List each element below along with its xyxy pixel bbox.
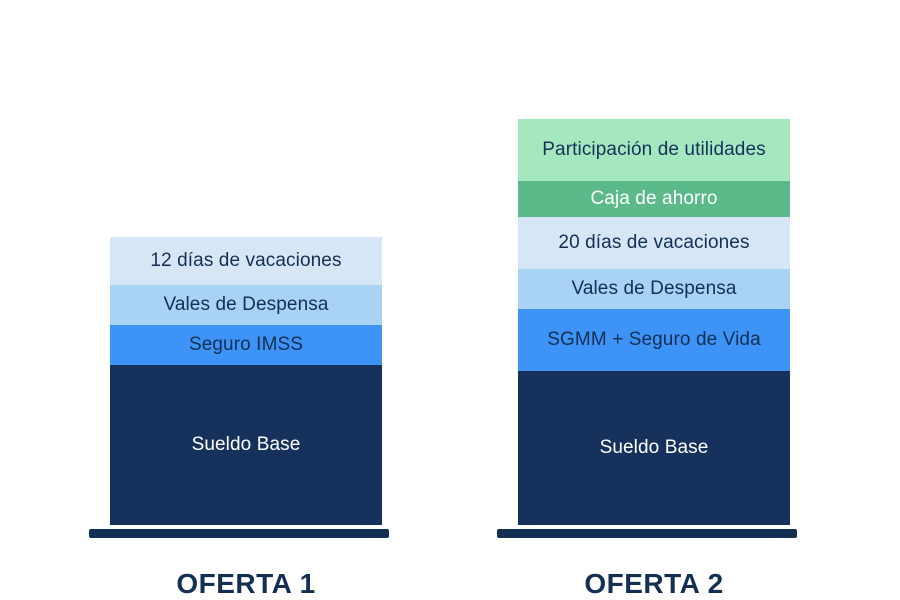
bar-stack-2 <box>518 119 790 525</box>
stacked-bar-oferta-2 <box>518 119 790 600</box>
bar-segment: Sueldo Base <box>110 365 382 525</box>
bar-caption: OFERTA 1 <box>176 568 316 599</box>
bar-segment: SGMM + Seguro de Vida <box>518 309 790 371</box>
bar-segment: Vales de Despensa <box>518 269 790 309</box>
bar-segment: 12 días de vacaciones <box>110 237 382 285</box>
bar-stack-1 <box>110 237 382 525</box>
bar-segment: Caja de ahorro <box>518 181 790 217</box>
bar-segment: Vales de Despensa <box>110 285 382 325</box>
bar-baseline <box>497 529 797 538</box>
bar-segment: Sueldo Base <box>518 371 790 525</box>
bar-baseline <box>89 529 389 538</box>
stacked-bar-oferta-1 <box>110 237 382 600</box>
bar-segment: Participación de utilidades <box>518 119 790 181</box>
bar-segment: 20 días de vacaciones <box>518 217 790 269</box>
bar-segment: Seguro IMSS <box>110 325 382 365</box>
bar-caption: OFERTA 2 <box>584 568 724 599</box>
